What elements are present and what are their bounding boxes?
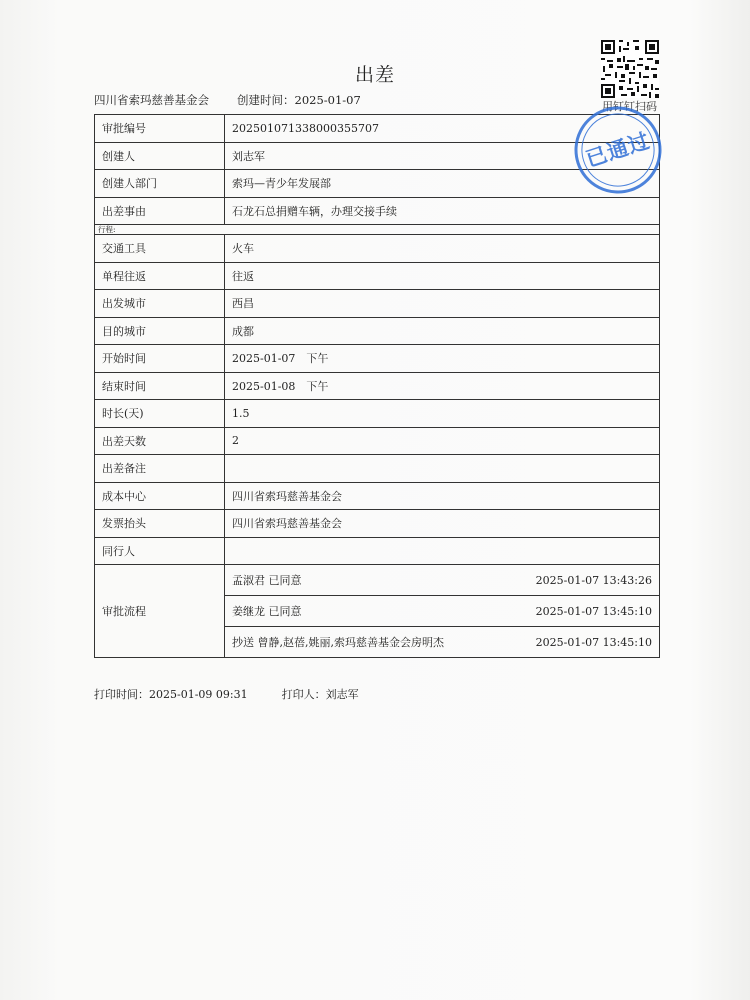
approval-step: [225, 565, 660, 596]
field-label: 开始时间: [95, 345, 225, 373]
table-row: [95, 427, 660, 455]
field-value: 202501071338000355707: [225, 115, 660, 143]
field-label: 审批编号: [95, 115, 225, 143]
approval-step-time: 2025-01-07 13:45:10: [535, 635, 652, 649]
field-value: 西昌: [225, 290, 660, 318]
organization-name: 四川省索玛慈善基金会: [94, 93, 209, 107]
field-label: 出差备注: [95, 455, 225, 483]
document-title: 出差: [354, 64, 395, 86]
table-row: [95, 372, 660, 400]
table-row: [95, 400, 660, 428]
field-value: 四川省索玛慈善基金会: [225, 510, 660, 538]
approval-step: [225, 596, 660, 627]
printer-name: 打印人：刘志军: [281, 688, 359, 701]
table-row: [95, 510, 660, 538]
approval-step: [225, 627, 660, 658]
table-row: [95, 537, 660, 565]
field-label: 创建人部门: [95, 170, 225, 198]
approval-flow-label: 审批流程: [95, 565, 225, 658]
field-label: 交通工具: [95, 235, 225, 263]
approval-step-text: 抄送 曾静,赵蓓,姚丽,索玛慈善基金会房明杰: [232, 636, 444, 649]
field-label: 出差天数: [95, 427, 225, 455]
section-label: 行程:: [95, 225, 660, 235]
table-row: [95, 262, 660, 290]
field-label: 目的城市: [95, 317, 225, 345]
field-value: 往返: [225, 262, 660, 290]
approval-step-text: 孟淑君 已同意: [232, 574, 302, 587]
approval-form-table: [94, 114, 660, 658]
field-label: 创建人: [95, 142, 225, 170]
table-row: [95, 235, 660, 263]
field-label: 单程往返: [95, 262, 225, 290]
created-time: 创建时间：2025-01-07: [237, 93, 361, 107]
print-footer: [94, 686, 359, 702]
field-label: 成本中心: [95, 482, 225, 510]
field-value: [225, 455, 660, 483]
approval-step-time: 2025-01-07 13:45:10: [535, 604, 652, 618]
field-value: 1.5: [225, 400, 660, 428]
print-time: 打印时间：2025-01-09 09:31: [94, 688, 248, 701]
field-value: 2025-01-07 下午: [225, 345, 660, 373]
section-row: [95, 225, 660, 235]
field-value: 刘志军: [225, 142, 660, 170]
field-value: 石龙石总捐赠车辆，办理交接手续: [225, 197, 660, 225]
table-row: [95, 345, 660, 373]
qr-caption: 用钉钉扫码: [602, 100, 657, 113]
field-value: 成都: [225, 317, 660, 345]
field-label: 同行人: [95, 537, 225, 565]
field-value: 火车: [225, 235, 660, 263]
approval-step-row: [95, 565, 660, 596]
stamp-text: 已通过: [582, 128, 654, 172]
qr-code-icon: [601, 40, 659, 98]
table-row: [95, 482, 660, 510]
field-label: 发票抬头: [95, 510, 225, 538]
field-label: 出发城市: [95, 290, 225, 318]
table-row: [95, 170, 660, 198]
field-value: 2: [225, 427, 660, 455]
field-label: 时长(天): [95, 400, 225, 428]
table-row: [95, 455, 660, 483]
table-row: [95, 290, 660, 318]
field-label: 结束时间: [95, 372, 225, 400]
approval-step-time: 2025-01-07 13:43:26: [535, 573, 652, 587]
table-row: [95, 317, 660, 345]
field-value: 索玛—青少年发展部: [225, 170, 660, 198]
field-value: 四川省索玛慈善基金会: [225, 482, 660, 510]
table-row: [95, 197, 660, 225]
document-subheader: [94, 92, 361, 108]
field-value: [225, 537, 660, 565]
field-label: 出差事由: [95, 197, 225, 225]
approval-step-text: 姜继龙 已同意: [232, 605, 302, 618]
field-value: 2025-01-08 下午: [225, 372, 660, 400]
